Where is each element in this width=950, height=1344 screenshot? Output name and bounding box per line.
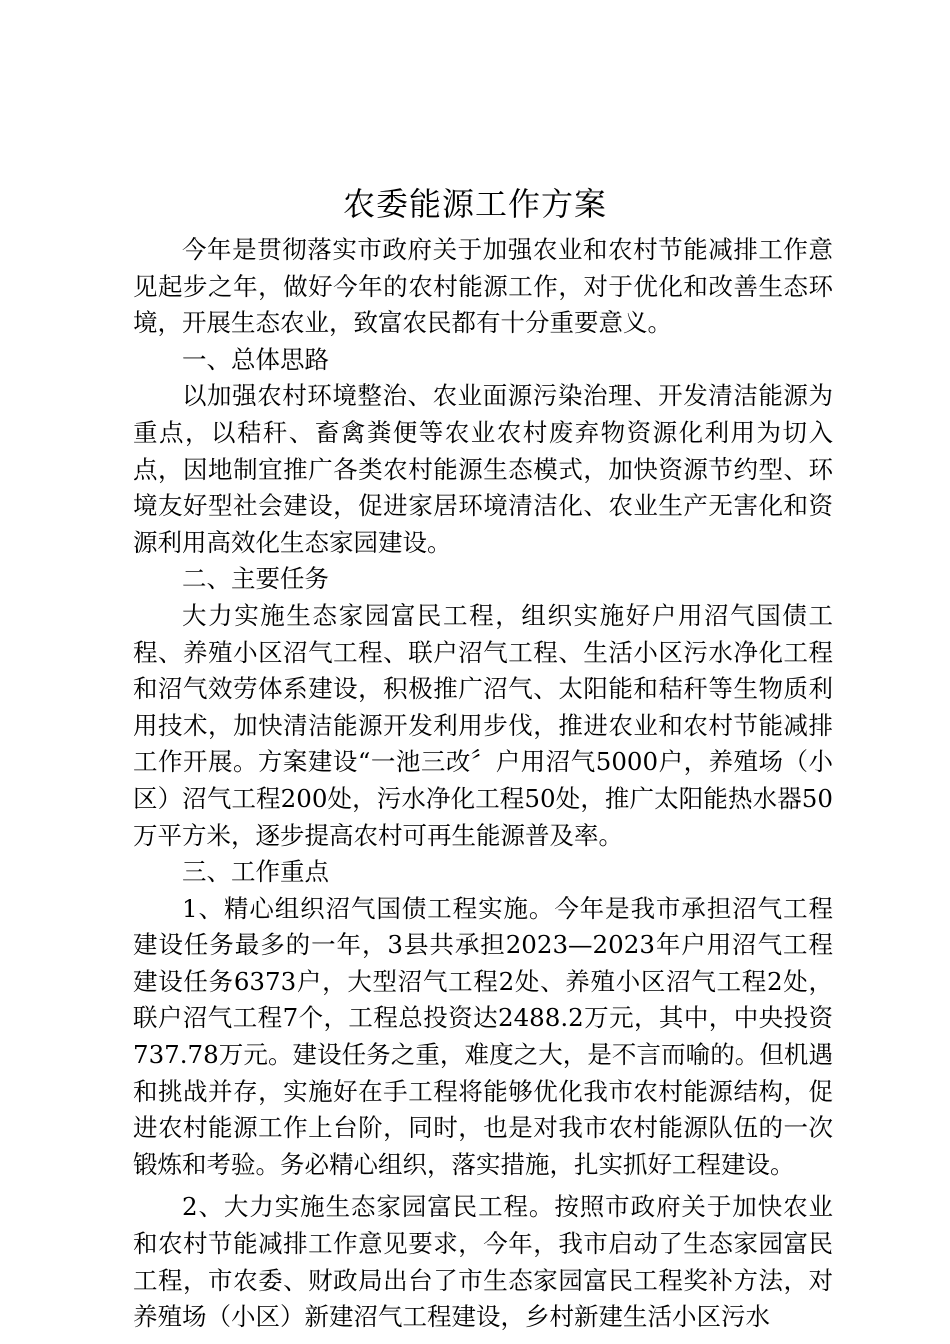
- intro-paragraph: 今年是贯彻落实市政府关于加强农业和农村节能减排工作意见起步之年，做好今年的农村能源工作，对于优化和改善生态环境，开展生态农业，致富农民都有十分重要意义。: [133, 235, 833, 338]
- section-paragraph-overall-approach: 以加强农村环境整治、农业面源污染治理、开发清洁能源为重点，以秸秆、畜禽粪便等农业农村废弃物资源化利用为切入点，因地制宜推广各类农村能源生态模式，加快资源节约型、环境友好型社会建设，促进家居环境清洁化、农业生产无害化和资源利用高效化生态家园建设。: [133, 381, 833, 557]
- section-heading-overall-approach: 一、总体思路: [182, 344, 329, 374]
- document-title: 农委能源工作方案: [342, 185, 607, 223]
- work-focus-item-2: 2、大力实施生态家园富民工程。按照市政府关于加快农业和农村节能减排工作意见要求，今年，我市启动了生态家园富民工程，市农委、财政局出台了市生态家园富民工程奖补方法，对养殖场（小区）新建沼气工程建设，乡村新建生活小区污水: [133, 1192, 833, 1332]
- work-focus-item-1: 1、精心组织沼气国债工程实施。今年是我市承担沼气工程建设任务最多的一年，3县共承担2023—2023年户用沼气工程建设任务6373户，大型沼气工程2处、养殖小区沼气工程2处，联户沼气工程7个，工程总投资达2488.2万元，其中，中央投资737.78万元。建设任务之重，难度之大，是不言而喻的。但机遇和挑战并存，实施好在手工程将能够优化我市农村能源结构，促进农村能源工作上台阶，同时，也是对我市农村能源队伍的一次锻炼和考验。务必精心组织，落实措施，扎实抓好工程建设。: [133, 893, 833, 1179]
- section-paragraph-main-tasks: 大力实施生态家园富民工程，组织实施好户用沼气国债工程、养殖小区沼气工程、联户沼气工程、生活小区污水净化工程和沼气效劳体系建设，积极推广沼气、太阳能和秸秆等生物质利用技术，加快清洁能源开发利用步伐，推进农业和农村节能减排工作开展。方案建设“一池三改〞户用沼气5000户，养殖场（小区）沼气工程200处，污水净化工程50处，推广太阳能热水器50万平方米，逐步提高农村可再生能源普及率。: [133, 600, 833, 850]
- section-heading-work-focus: 三、工作重点: [182, 857, 329, 887]
- section-heading-main-tasks: 二、主要任务: [182, 564, 329, 594]
- document-body: [133, 232, 833, 1336]
